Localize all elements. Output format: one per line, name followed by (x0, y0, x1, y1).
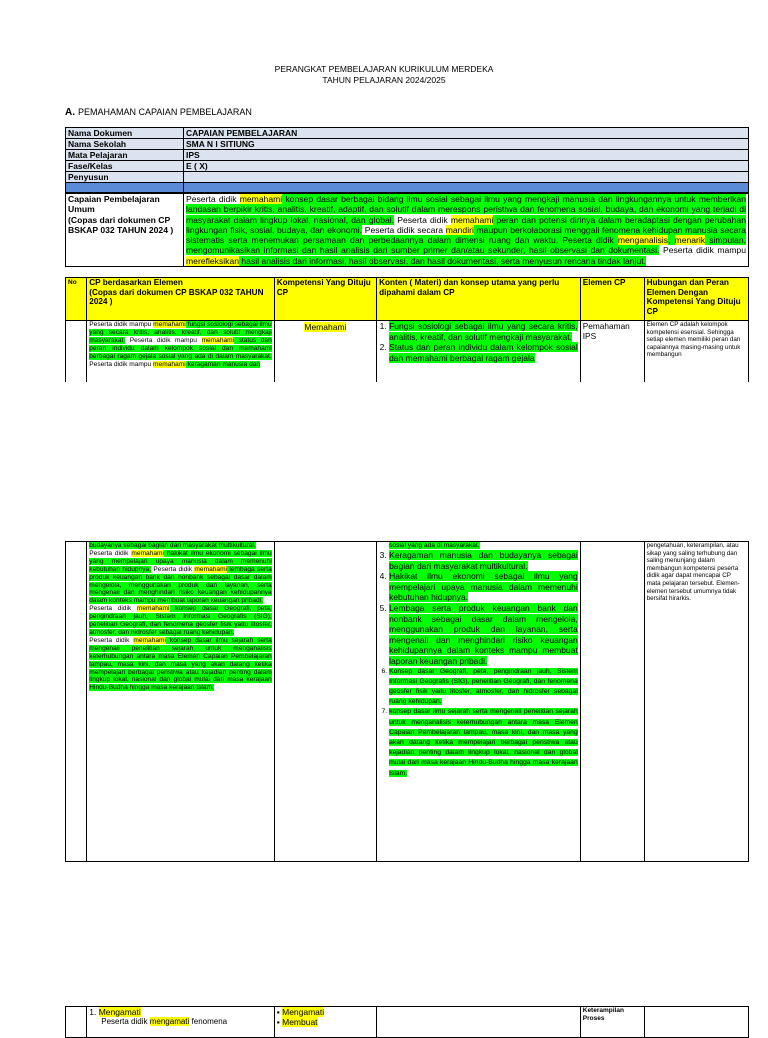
cp-row-3 (65, 1006, 749, 1038)
konten-list (379, 321, 578, 363)
konten-list (379, 550, 578, 779)
highlight-green: keragaman manusia dan (185, 360, 261, 368)
highlight-green: konsep dasar Geografi, peta, pengindraan jauh, Sistem Informasi Geografis (SIG), penelitian Geografi, dan fenomena geosfer fisik yaitu litosfer, atmosfer, dan hidrosfer sebagai ruang kehidupan. (89, 605, 272, 636)
highlight-yellow: Mengamati (282, 1007, 325, 1017)
meta-label: Penyusun (66, 172, 184, 183)
header-cp-elemen (87, 278, 274, 321)
highlight-green: Hakikat ilmu ekonomi sebagai ilmu yang mempelajari upaya manusia dalam memenuhi kebutuhan hidupnya. (389, 571, 578, 603)
cell-hubungan: pengetahuan, keterampilan, atau sikap yang saling terhubung dan saling menunjang dalam membangun kompetensi peserta didik agar dapat mencapai CP mata pelajaran tersebut. Elemen- elemen tersebut umumnya tidak bersifat hirarkis. (644, 542, 748, 862)
highlight-yellow: Membuat (282, 1017, 318, 1027)
highlight-yellow: merefleksikan (186, 255, 240, 266)
text-run: Peserta didik (394, 214, 451, 225)
list-item: 1. Mengamati (89, 1007, 141, 1017)
cell-cp-elemen (87, 1007, 274, 1038)
highlight-green: maupun berkolaborasi menggali fenomena kehidupan manusia secara sistematis serta menemukan persamaan dan perbedaannya dalam dimensi ruang dan waktu. Peserta didik (186, 224, 746, 246)
meta-label: Mata Pelajaran (66, 150, 184, 161)
cell-konten (377, 1007, 581, 1038)
highlight-green: konsep dasar berbagai bidang ilmu sosial sebagai ilmu yang mengkaji manusia dan lingkungannya untuk memberikan landasan berpikir kritis, analitis, kreatif, adaptif, dan solutif dalam merespons peristiwa dan fenomena sosial, budaya, dan ekonomi yang terjadi di masyarakat dalam lingkup lokal, nasional, dan global. (186, 194, 746, 225)
meta-label: Nama Sekolah (66, 139, 184, 150)
header-konten: Konten ( Materi) dan konsep utama yang perlu dipahami dalam CP (377, 278, 581, 321)
highlight-green: konsep dasar ilmu sejarah serta mengenali penelitian sejarah untuk menganalisis keterhubungan antara masa Elemen Capaian Pembelajaran lampau, masa kini, dan masa yang akan datang ketika mempelajari berbagai peristiwa atau kejadian penting dalam lingkup lokal, nasional dan global mulai dari masa kerajaan Hindu-Budha hingga masa kerajaan Islam. (389, 708, 578, 777)
list-item (389, 550, 578, 571)
paragraph (89, 550, 271, 605)
text-run: Peserta didik (89, 605, 137, 613)
cell-no (66, 321, 87, 383)
highlight-green: hasil analisis dari informasi, hasil observasi, dan hasil dokumentasi, serta menyusun rencana tindak lanjut. (239, 255, 646, 266)
capaian-label: Capaian Pembelajaran Umum (68, 194, 160, 215)
text-run: fenomena (189, 1017, 228, 1026)
highlight-yellow: memahami (133, 636, 167, 644)
meta-value: SMA N I SITIUNG (184, 139, 749, 150)
capaian-label-cell (66, 194, 184, 267)
title-line-2: TAHUN PELAJARAN 2024/2025 (322, 75, 446, 85)
highlight-green: Fungsi sosiologi sebagai ilmu yang secara kritis, analitis, kreatif, dan solutif mengkaji masyarakat. (389, 321, 578, 342)
highlight-yellow: Memahami (304, 322, 347, 332)
highlight-green: Keragaman manusia dan budayanya sebagai bagian dari masyarakat multikultural. (389, 550, 578, 571)
paragraph (89, 542, 271, 550)
table-row (66, 321, 749, 383)
highlight-green: Konsep dasar Geografi, peta, pengindraan jauh, Sistem Informasi Geografis (SIG), penelitian Geografi, dan fenomena geosfer fisik yaitu litosfer, atmosfer, dan hidrosfer sebagai ruang kehidupan. (389, 667, 578, 706)
highlight-green: status dan peran individu dalam kelompok sosial dan memahami berbagai ragam gejala sosial yang ada di dalam masyarakat. (89, 336, 272, 360)
paragraph (89, 1017, 271, 1027)
cell-cp-elemen (87, 542, 274, 862)
meta-row (66, 139, 749, 150)
header-kompetensi: Kompetensi Yang Dituju CP (274, 278, 376, 321)
text-run: Peserta didik (151, 565, 195, 573)
list-item (389, 707, 578, 778)
capaian-table (65, 193, 749, 267)
section-letter: A. (65, 107, 75, 118)
highlight-green: budayanya sebagai bagian dari masyarakat multikultural. (89, 542, 256, 549)
meta-row (66, 161, 749, 172)
cell-konten (377, 542, 581, 862)
header-elemen-cp: Elemen CP (580, 278, 644, 321)
list-item (389, 571, 578, 603)
text-run: Peserta didik (186, 194, 240, 204)
cell-konten (377, 321, 581, 383)
meta-row (66, 128, 749, 139)
meta-table (65, 127, 749, 193)
section-title: PEMAHAMAN CAPAIAN PEMBELAJARAN (78, 107, 252, 117)
konten-continuation (379, 542, 578, 550)
highlight-green: Status dan peran individu dalam kelompok sosial dan memahami berbagai ragam gejala (389, 342, 578, 363)
highlight-yellow: mandiri (445, 224, 474, 235)
header-hubungan: Hubungan dan Peran Elemen Dengan Kompetensi Yang Dituju CP (644, 278, 748, 321)
highlight-green: sosial yang ada di masyarakat. (389, 542, 480, 549)
meta-value: CAPAIAN PEMBELAJARAN (184, 128, 749, 139)
capaian-row (66, 194, 749, 267)
text-run: Peserta didik mampu (89, 321, 154, 328)
meta-divider-row (66, 183, 749, 193)
cell-elemen (580, 542, 644, 862)
list-item (389, 667, 578, 708)
paragraph (89, 637, 271, 692)
table-row (66, 542, 749, 862)
text-run: Peserta didik mampu (125, 336, 202, 344)
text-run: Peserta didik secara (362, 224, 446, 235)
cp-row-1 (65, 320, 749, 382)
section-heading (65, 107, 252, 118)
list-item: ▪ Membuat (276, 1017, 318, 1027)
text-run: Peserta didik (101, 1017, 150, 1026)
cell-kompetensi (274, 542, 376, 862)
highlight-green: hakikat ilmu ekonomi sebagai ilmu yang mempelajari upaya manusia dalam memenuhi kebutuhan hidupnya. (89, 549, 272, 573)
capaian-label-sub: (Copas dari dokumen CP BSKAP 032 TAHUN 2024 ) (68, 214, 174, 235)
cell-cp-elemen (87, 321, 274, 383)
list-item (389, 603, 578, 667)
document-title (0, 64, 768, 86)
highlight-green: fungsi sosiologi sebagai ilmu yang secara kritis, analitis, kreatif, dan solutif mengkaji masyarakat. (89, 321, 272, 344)
title-line-1: PERANGKAT PEMBELAJARAN KURIKULUM MERDEKA (274, 64, 494, 74)
meta-value (184, 172, 749, 183)
highlight-yellow: memahami (153, 360, 186, 368)
cp-row-2 (65, 541, 749, 862)
meta-value: IPS (184, 150, 749, 161)
highlight-yellow: memahami (153, 321, 186, 328)
highlight-yellow: menarik (674, 235, 706, 246)
cp-row-1-clip (65, 320, 749, 382)
header-row (66, 278, 749, 321)
meta-value: E ( X) (184, 161, 749, 172)
header-cp-elemen-sub: (Copas dari dokumen CP BSKAP 032 TAHUN 2024 ) (89, 287, 264, 307)
highlight-yellow: mengamati (149, 1017, 190, 1026)
highlight-yellow: memahami (136, 605, 170, 613)
text-run: Peserta didik mampu (89, 360, 154, 368)
highlight-yellow: memahami (450, 214, 494, 225)
highlight-yellow: menganalisis (617, 235, 669, 246)
highlight-green: peran dan potensi dirinya dalam beradaptasi dengan perubahan lingkungan fisik, sosial, budaya, dan ekonomi. (186, 214, 746, 235)
cell-no (66, 1007, 87, 1038)
header-no: No (66, 278, 87, 321)
cell-hubungan (644, 1007, 748, 1038)
meta-row (66, 172, 749, 183)
header-cp-elemen-title: CP berdasarkan Elemen (89, 278, 183, 287)
text-run: Peserta didik mampu (659, 245, 746, 256)
highlight-green: konsep dasar ilmu sejarah serta mengenali penelitian sejarah untuk menganalisis keterhubungan antara masa Elemen Capaian Pembelajaran lampau, masa kini, dan masa yang akan datang ketika mempelajari berbagai peristiwa atau kejadian penting dalam lingkup lokal, nasional dan global mulai dari masa kerajaan Hindu-Budha hingga masa kerajaan Islam. (89, 636, 272, 692)
cell-elemen: Keterampilan Proses (580, 1007, 644, 1038)
paragraph (89, 605, 271, 637)
list-item (389, 342, 578, 363)
divider-cell (184, 183, 749, 193)
meta-label: Nama Dokumen (66, 128, 184, 139)
capaian-text (184, 194, 749, 267)
highlight-green: Lembaga serta produk keuangan bank dan nonbank sebagai dasar dalam mengelola, menggunakan produk dan layanan, serta mengenali dan menghindari risiko keuangan kehidupannya dalam konteks mampu membuat laporan keuangan pribadi. (389, 602, 578, 666)
list-item (389, 321, 578, 342)
highlight-yellow: memahami (201, 336, 235, 344)
highlight-yellow: Mengamati (98, 1007, 141, 1017)
list-item: ▪ Mengamati (276, 1007, 325, 1017)
meta-row (66, 150, 749, 161)
cell-no (66, 542, 87, 862)
highlight-yellow: memahami (194, 565, 228, 573)
highlight-green: lembaga serta produk keuangan bank dan nonbank sebagai dasar dalam mengelola, menggunakan produk dan layanan, serta mengenali dan menghindari risiko keuangan kehidupannya dalam konteks mampu membuat laporan keuangan pribadi. (89, 565, 272, 605)
text-run: Peserta didik (89, 636, 134, 644)
divider-cell (66, 183, 184, 193)
cp-table-header (65, 277, 749, 321)
cell-elemen: Pemahaman IPS (580, 321, 644, 383)
highlight-yellow: memahami (131, 549, 165, 557)
meta-label: Fase/Kelas (66, 161, 184, 172)
highlight-green: , (668, 235, 675, 246)
cell-hubungan: Elemen CP adalah kelompok kompetensi esensial. Sehingga setiap elemen memiliki peran dan capaiannya masing-masing untuk membangun (644, 321, 748, 383)
cell-kompetensi (274, 321, 376, 383)
cell-kompetensi (274, 1007, 376, 1038)
highlight-yellow: memahami (239, 194, 283, 204)
text-run: Peserta didik (89, 549, 132, 557)
table-row (66, 1007, 749, 1038)
highlight-green: simpulan, mengomunikasikan informasi dan hasil analisis dari sumber primer dan/atau sekunder, hasil observasi dan dokumentasi. (186, 235, 747, 256)
